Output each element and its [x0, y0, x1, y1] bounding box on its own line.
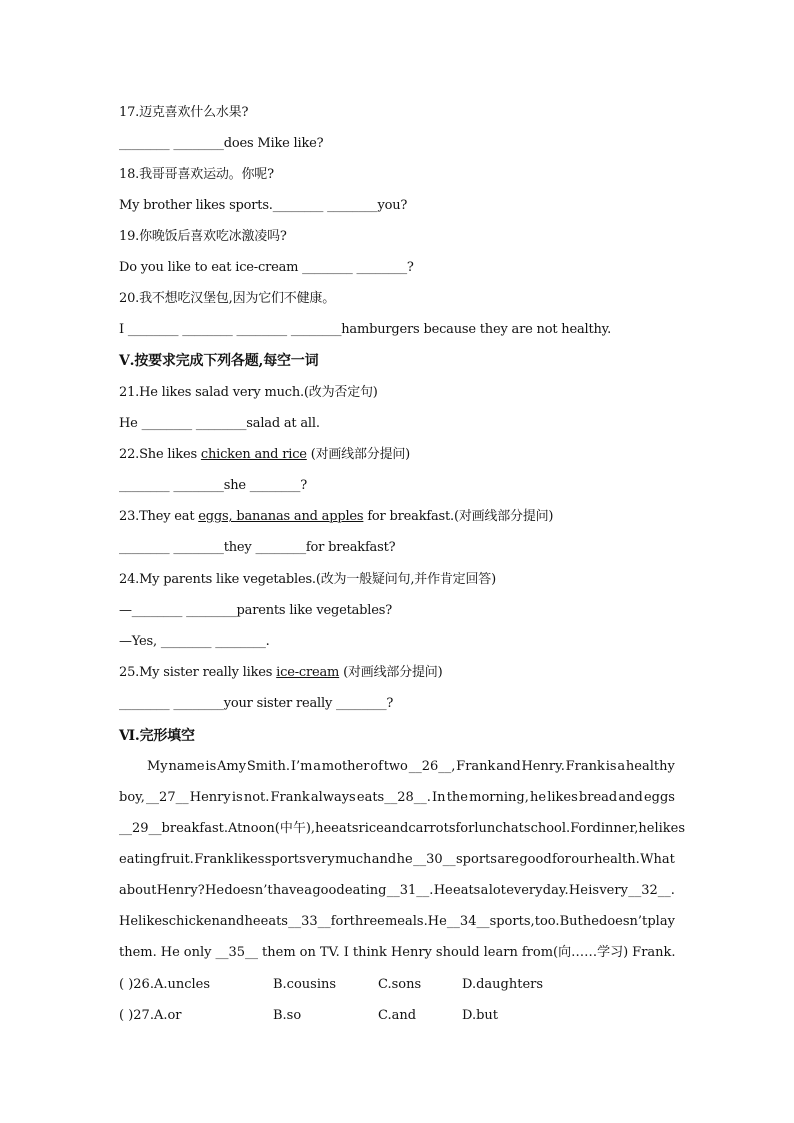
- passage-word: and: [496, 759, 521, 774]
- passage-word: them: [262, 945, 296, 960]
- passage-word: Frank.: [632, 945, 676, 960]
- passage-word: a: [617, 759, 626, 774]
- passage-word: In: [432, 790, 446, 805]
- question-20: 20.我不想吃汉堡包,因为它们不健康。: [119, 291, 336, 306]
- question-23-underlined: eggs, bananas and apples: [198, 509, 364, 524]
- passage-word: name: [168, 759, 205, 774]
- passage-word: sports: [456, 852, 497, 867]
- passage-word: health.: [594, 852, 640, 867]
- passage-word: He: [433, 883, 453, 898]
- answer-20: I ________ ________ ________ ________hamburgers because they are not healthy.: [119, 322, 612, 337]
- passage-line: [119, 789, 675, 807]
- section-6-title: Ⅵ.完形填空: [119, 728, 195, 744]
- question-23-instruction: for breakfast.(对画线部分提问): [363, 509, 554, 524]
- passage-line: [119, 851, 675, 869]
- passage-line: [119, 820, 686, 838]
- passage-word: rice: [358, 821, 384, 836]
- question-21: [119, 384, 679, 402]
- option-26-d[interactable]: D.daughters: [462, 977, 544, 992]
- passage-word: Henry: [189, 790, 231, 805]
- passage-word: breakfast.: [161, 821, 228, 836]
- passage-word: them.: [119, 945, 157, 960]
- passage-word: Henry.: [521, 759, 565, 774]
- passage-word: only: [183, 945, 212, 960]
- passage-word: he: [244, 914, 261, 929]
- answer-19: Do you like to eat ice-cream ________ ________?: [119, 260, 414, 275]
- passage-word: doesn’t: [599, 914, 648, 929]
- passage-word: is: [588, 883, 600, 898]
- question-25: [119, 664, 679, 682]
- passage-word: eating: [344, 883, 387, 898]
- passage-line: [119, 882, 675, 900]
- passage-word: is: [231, 790, 243, 805]
- passage-word: two: [383, 759, 408, 774]
- question-22-instruction: (对画线部分提问): [306, 447, 411, 462]
- passage-word: think: [352, 945, 387, 960]
- passage-word: day.: [542, 883, 569, 898]
- passage-word: have: [272, 883, 305, 898]
- passage-word: he: [396, 852, 413, 867]
- question-26-label: ( )26.A.uncles: [119, 977, 211, 992]
- passage-word: He: [205, 883, 225, 898]
- passage-word: Henry?: [156, 883, 205, 898]
- passage-word: At: [228, 821, 243, 836]
- option-27-d[interactable]: D.but: [462, 1008, 499, 1023]
- passage-word: good: [519, 852, 552, 867]
- passage-word: eating: [119, 852, 161, 867]
- question-25-underlined: ice-cream: [276, 665, 340, 680]
- passage-word: noon(中午),: [242, 821, 316, 836]
- passage-word: of: [370, 759, 383, 774]
- passage-word: he: [638, 821, 655, 836]
- passage-word: the: [446, 790, 468, 805]
- passage-word: sports: [264, 852, 306, 867]
- passage-word: he: [530, 790, 547, 805]
- passage-word: not.: [243, 790, 270, 805]
- question-23-text: 23.They eat: [119, 509, 199, 524]
- passage-word: play: [647, 914, 675, 929]
- passage-word: a: [313, 759, 321, 774]
- question-22-text: 22.She likes: [119, 447, 201, 462]
- passage-word: I’m: [290, 759, 313, 774]
- passage-word: Frank: [456, 759, 496, 774]
- passage-word: He: [160, 945, 180, 960]
- passage-line: [119, 758, 675, 776]
- passage-word: boy,: [119, 790, 145, 805]
- passage-word: __30__: [413, 852, 456, 867]
- answer-22: ________ ________she ________?: [119, 478, 307, 493]
- passage-word: are: [497, 852, 519, 867]
- answer-17: ________ ________does Mike like?: [119, 136, 324, 151]
- passage-word: for: [330, 914, 350, 929]
- passage-word: very: [306, 852, 335, 867]
- passage-word: Frank: [270, 790, 310, 805]
- passage-word: eggs: [643, 790, 675, 805]
- passage-word: eats: [453, 883, 481, 898]
- answer-25: ________ ________your sister really ________?: [119, 696, 394, 711]
- passage-word: and: [383, 821, 409, 836]
- passage-word: __29__: [119, 821, 162, 836]
- passage-word: much: [335, 852, 372, 867]
- question-21-text: 21.He likes salad very much.(改为否定句): [119, 385, 378, 400]
- passage-word: lot: [488, 883, 506, 898]
- passage-word: a: [304, 883, 313, 898]
- passage-word: Henry: [390, 945, 432, 960]
- passage-word: school.: [523, 821, 571, 836]
- question-22: [119, 446, 679, 464]
- passage-word: __26__,: [408, 759, 456, 774]
- passage-word: for: [552, 852, 571, 867]
- passage-word: But: [559, 914, 583, 929]
- passage-word: for: [455, 821, 475, 836]
- passage-word: I: [343, 945, 349, 960]
- passage-line: [119, 913, 675, 931]
- passage-word: sports,: [489, 914, 535, 929]
- question-22-underlined: chicken and rice: [200, 447, 307, 462]
- passage-word: he: [315, 821, 332, 836]
- passage-word: likes: [138, 914, 169, 929]
- answer-24-reply: —Yes, ________ ________.: [119, 634, 270, 649]
- option-26-c[interactable]: C.sons: [378, 977, 422, 992]
- passage-word: He: [568, 883, 588, 898]
- passage-word: My: [147, 759, 168, 774]
- passage-word: about: [119, 883, 157, 898]
- passage-word: Frank: [194, 852, 234, 867]
- answer-23: ________ ________they ________for breakfast?: [119, 540, 396, 555]
- option-27-b[interactable]: B.so: [273, 1008, 302, 1023]
- question-25-instruction: (对画线部分提问): [339, 665, 443, 680]
- passage-word: is: [605, 759, 617, 774]
- passage-word: chicken: [168, 914, 220, 929]
- passage-word: __31__.: [386, 883, 434, 898]
- passage-word: What: [640, 852, 675, 867]
- question-24: [119, 571, 679, 589]
- passage-word: He: [119, 914, 139, 929]
- passage-line: [119, 944, 675, 962]
- passage-word: from(向……学习): [521, 945, 629, 960]
- passage-word: Smith.: [246, 759, 291, 774]
- option-26-b[interactable]: B.cousins: [273, 977, 337, 992]
- passage-word: mother: [321, 759, 370, 774]
- passage-word: lunch: [474, 821, 511, 836]
- passage-word: good: [312, 883, 345, 898]
- passage-word: should: [435, 945, 480, 960]
- passage-word: __32__.: [628, 883, 675, 898]
- question-23: [119, 508, 679, 526]
- passage-word: always: [310, 790, 356, 805]
- question-17: 17.迈克喜欢什么水果?: [119, 105, 249, 120]
- passage-word: For: [570, 821, 593, 836]
- answer-21: He ________ ________salad at all.: [119, 416, 320, 431]
- passage-word: likes: [233, 852, 265, 867]
- question-27-label: ( )27.A.or: [119, 1008, 182, 1023]
- passage-word: and: [371, 852, 397, 867]
- passage-word: learn: [483, 945, 518, 960]
- passage-word: and: [219, 914, 245, 929]
- passage-word: likes: [654, 821, 686, 836]
- passage-word: our: [571, 852, 594, 867]
- passage-word: likes: [547, 790, 578, 805]
- passage-word: dinner,: [592, 821, 639, 836]
- passage-word: eats: [331, 821, 359, 836]
- option-27-c[interactable]: C.and: [378, 1008, 417, 1023]
- passage-word: is: [205, 759, 217, 774]
- passage-word: every: [506, 883, 543, 898]
- question-24-text: 24.My parents like vegetables.(改为一般疑问句,并作肯定回答): [119, 572, 496, 587]
- section-5-title: Ⅴ.按要求完成下列各题,每空一词: [119, 353, 319, 369]
- passage-word: meals.: [384, 914, 428, 929]
- passage-word: three: [349, 914, 385, 929]
- passage-word: Frank: [565, 759, 605, 774]
- passage-word: a: [480, 883, 489, 898]
- answer-18: My brother likes sports.________ ________you?: [119, 198, 408, 213]
- answer-24-question: —________ ________parents like vegetables?: [119, 603, 392, 618]
- passage-word: fruit.: [160, 852, 194, 867]
- passage-word: __33__: [288, 914, 331, 929]
- question-25-text: 25.My sister really likes: [119, 665, 277, 680]
- passage-word: and: [618, 790, 643, 805]
- question-19: 19.你晚饭后喜欢吃冰激凌吗?: [119, 229, 287, 244]
- passage-word: carrots: [408, 821, 456, 836]
- question-18: 18.我哥哥喜欢运动。你呢?: [119, 167, 274, 182]
- passage-word: at: [510, 821, 524, 836]
- passage-word: Amy: [217, 759, 247, 774]
- passage-word: on: [299, 945, 316, 960]
- passage-word: eats__28__.: [356, 790, 431, 805]
- passage-word: __27__: [146, 790, 189, 805]
- passage-word: TV.: [319, 945, 340, 960]
- passage-word: healthy: [625, 759, 675, 774]
- passage-word: he: [582, 914, 599, 929]
- passage-word: __34__: [446, 914, 490, 929]
- passage-word: morning,: [469, 790, 529, 805]
- passage-word: too.: [534, 914, 560, 929]
- passage-word: very: [599, 883, 628, 898]
- passage-word: __35__: [215, 945, 259, 960]
- passage-word: eats: [260, 914, 288, 929]
- passage-word: bread: [578, 790, 618, 805]
- passage-word: doesn’t: [224, 883, 273, 898]
- passage-word: He: [427, 914, 447, 929]
